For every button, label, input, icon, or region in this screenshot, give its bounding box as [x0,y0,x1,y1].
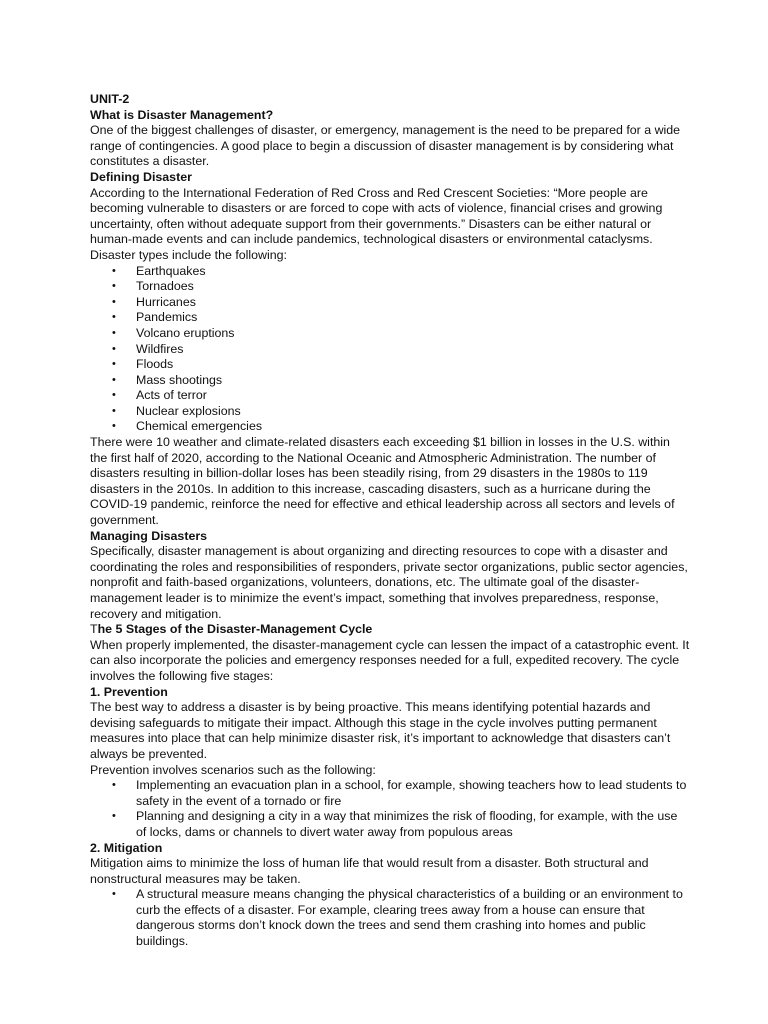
section-heading-managing: Managing Disasters [90,528,208,543]
list-item: • Chemical emergencies [90,419,690,435]
stages-heading-initial: T [90,622,98,637]
stages-paragraph: When properly implemented, the disaster-management cycle can lessen the impact of a catastrophic event. It can also incorporate the policies and emergency responses needed for a full, expedited recovery. The cycle involves the following five stages: [90,637,690,683]
section-heading-defining: Defining Disaster [90,169,192,184]
prevention-paragraph: The best way to address a disaster is by being proactive. This means identifying potential hazards and devising safeguards to mitigate their impact. Although this stage in the cycle involves putting permanent measures into place that can help minimize disaster risk, it’s important to acknowledge that disasters can’t always be prevented. [90,700,671,761]
mitigation-paragraph: Mitigation aims to minimize the loss of human life that would result from a disaster. Both structural and nonstructural measures may be taken. [90,856,649,886]
list-item: • Implementing an evacuation plan in a school, for example, showing teachers how to lead students to safety in the event of a tornado or fire [90,778,690,809]
list-item: • Volcano eruptions [90,326,690,342]
list-item: • Nuclear explosions [90,404,690,420]
managing-paragraph: Specifically, disaster management is about organizing and directing resources to cope with a disaster and coordinating the roles and responsibilities of responders, private sector organizations, public sector agencies, nonprofit and faith-based organizations, volunteers, donations, etc. The ultimate goal of the disaster-management leader is to minimize the event’s impact, something that involves preparedness, response, recovery and mitigation. [90,544,688,621]
list-item: • Wildfires [90,342,690,358]
intro-paragraph: One of the biggest challenges of disaster, or emergency, management is the need to be prepared for a wide range of contingencies. A good place to begin a discussion of disaster management is by considering what constitutes a disaster. [90,123,681,169]
disaster-types-list [90,264,690,436]
list-item: • A structural measure means changing the physical characteristics of a building or an environment to curb the effects of a disaster. For example, clearing trees away from a house can ensure that dangerous storms don’t knock down the trees and send them crashing into homes and public buildings. [90,887,690,949]
statistics-paragraph: There were 10 weather and climate-related disasters each exceeding $1 billion in losses in the U.S. within the first half of 2020, according to the National Oceanic and Atmospheric Administration. The number of disasters resulting in billion-dollar loses has been steadily rising, from 29 disasters in the 1980s to 119 disasters in the 2010s. In addition to this increase, cascading disasters, such as a hurricane during the COVID-19 pandemic, reinforce the need for effective and ethical leadership across all sectors and levels of government. [90,435,675,528]
stages-heading-rest: he 5 Stages of the Disaster-Management Cycle [97,622,373,637]
section-heading-stages [90,622,690,638]
list-item: • Hurricanes [90,295,690,311]
unit-title: UNIT-2 [90,92,130,106]
list-item: • Planning and designing a city in a way that minimizes the risk of flooding, for example, with the use of locks, dams or channels to divert water away from populous areas [90,809,690,840]
defining-paragraph: According to the International Federation of Red Cross and Red Crescent Societies: “More people are becoming vulnerable to disasters or are forced to cope with acts of violence, financial crises and growing uncertainty, often without adequate support from their governments.” Disasters can be either natural or human-made events and can include pandemics, technological disasters or environmental cataclysms. Disaster types include the following: [90,185,663,262]
mitigation-list [90,887,690,949]
list-item: • Mass shootings [90,373,690,389]
list-item: • Tornadoes [90,279,690,295]
document-page [90,92,690,950]
list-item: • Floods [90,357,690,373]
list-item: • Earthquakes [90,264,690,280]
list-item: • Pandemics [90,310,690,326]
prevention-list [90,778,690,840]
section-heading-prevention: 1. Prevention [90,684,168,699]
section-heading-what-is: What is Disaster Management? [90,107,274,122]
list-item: • Acts of terror [90,388,690,404]
section-heading-mitigation: 2. Mitigation [90,840,163,855]
prevention-intro: Prevention involves scenarios such as the following: [90,762,376,777]
